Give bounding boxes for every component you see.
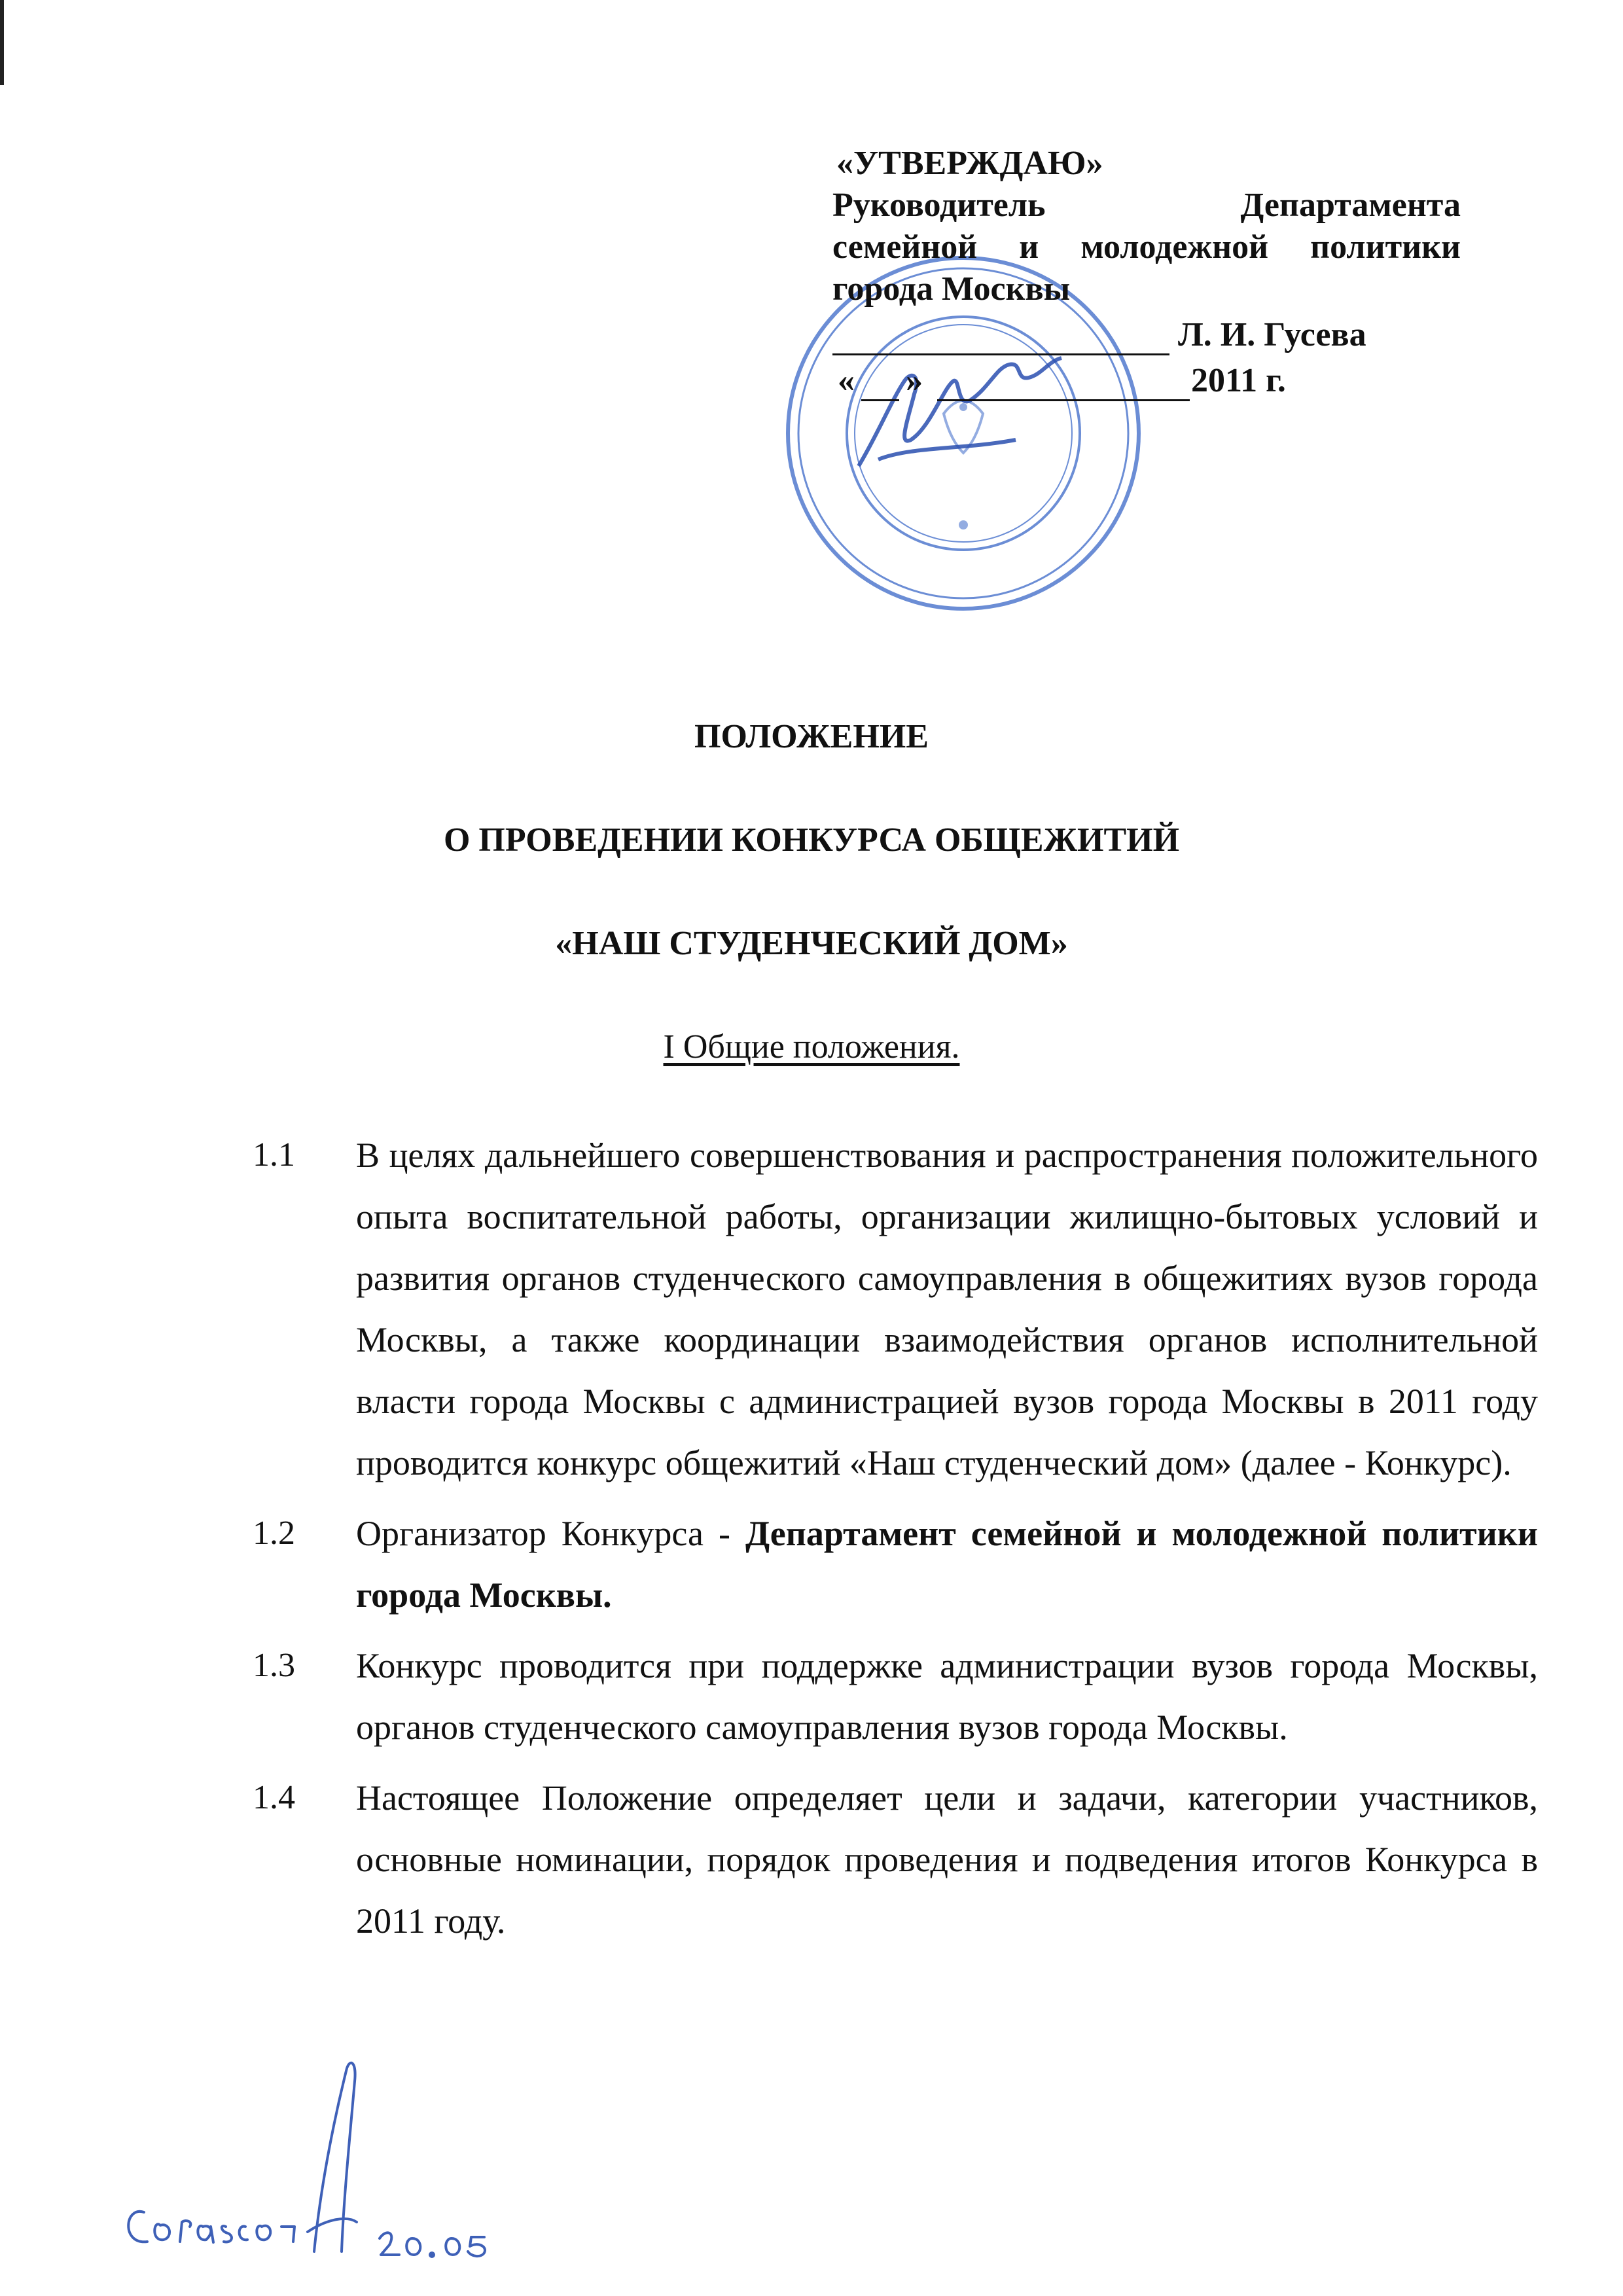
section-heading-text: I Общие положения. [663, 1028, 960, 1066]
clause-number: 1.2 [253, 1515, 295, 1552]
date-year: 2011 г. [1191, 362, 1286, 399]
signatory-name: Л. И. Гусева [1178, 316, 1366, 353]
scan-edge-mark [0, 0, 4, 85]
clause-list [253, 1124, 1538, 1961]
date-day-blank [861, 399, 899, 401]
signature-line [832, 315, 1461, 361]
approval-block [832, 143, 1461, 310]
clause-text: Настоящее Положение определяет цели и задачи, категории участников, основные номинации, порядок проведения и подведения итогов Конкурса в 2011 году. [356, 1778, 1538, 1941]
approval-heading: «УТВЕРЖДАЮ» [836, 145, 1103, 182]
date-month-blank [937, 399, 1190, 401]
clause-text [356, 1503, 1538, 1626]
section-heading [0, 1026, 1623, 1068]
approval-date-line [832, 361, 1461, 407]
clause-text-plain: Организатор Конкурса - [356, 1514, 745, 1553]
clause-number: 1.1 [253, 1136, 295, 1174]
document-subtitle: О ПРОВЕДЕНИИ КОНКУРСА ОБЩЕЖИТИЙ [443, 821, 1180, 859]
approval-position-line: Руководитель Департамента [832, 187, 1461, 224]
date-open-quote: « [838, 362, 855, 399]
handwritten-approval-note-icon [98, 2055, 622, 2271]
clause-1-1 [253, 1124, 1538, 1494]
approval-city-line: города Москвы [832, 270, 1071, 308]
clause-1-3 [253, 1635, 1538, 1758]
clause-number: 1.4 [253, 1779, 295, 1816]
signature-underline [832, 353, 1169, 355]
clause-text: Конкурс проводится при поддержке администрации вузов города Москвы, органов студенческого самоуправления вузов города Москвы. [356, 1646, 1538, 1747]
clause-text: В целях дальнейшего совершенствования и распространения положительного опыта воспитательной работы, организации жилищно-бытовых условий и развития органов студенческого самоуправления в общежитиях вузов города Москвы, а также координации взаимодействия органов исполнительной власти города Москвы с администрацией вузов города Москвы в 2011 году проводится конкурс общежитий «Наш студенческий дом» (далее - Конкурс). [356, 1136, 1538, 1482]
contest-name: «НАШ СТУДЕНЧЕСКИЙ ДОМ» [555, 925, 1068, 962]
clause-1-2 [253, 1503, 1538, 1626]
date-close-quote: » [906, 362, 923, 399]
clause-number: 1.3 [253, 1647, 295, 1684]
clause-1-4 [253, 1767, 1538, 1952]
document-title: ПОЛОЖЕНИЕ [694, 718, 929, 755]
approval-department-line: семейной и молодежной политики [832, 228, 1461, 266]
clause-text-bold: Департамент семейной и молодежной политики города Москвы. [356, 1514, 1538, 1615]
